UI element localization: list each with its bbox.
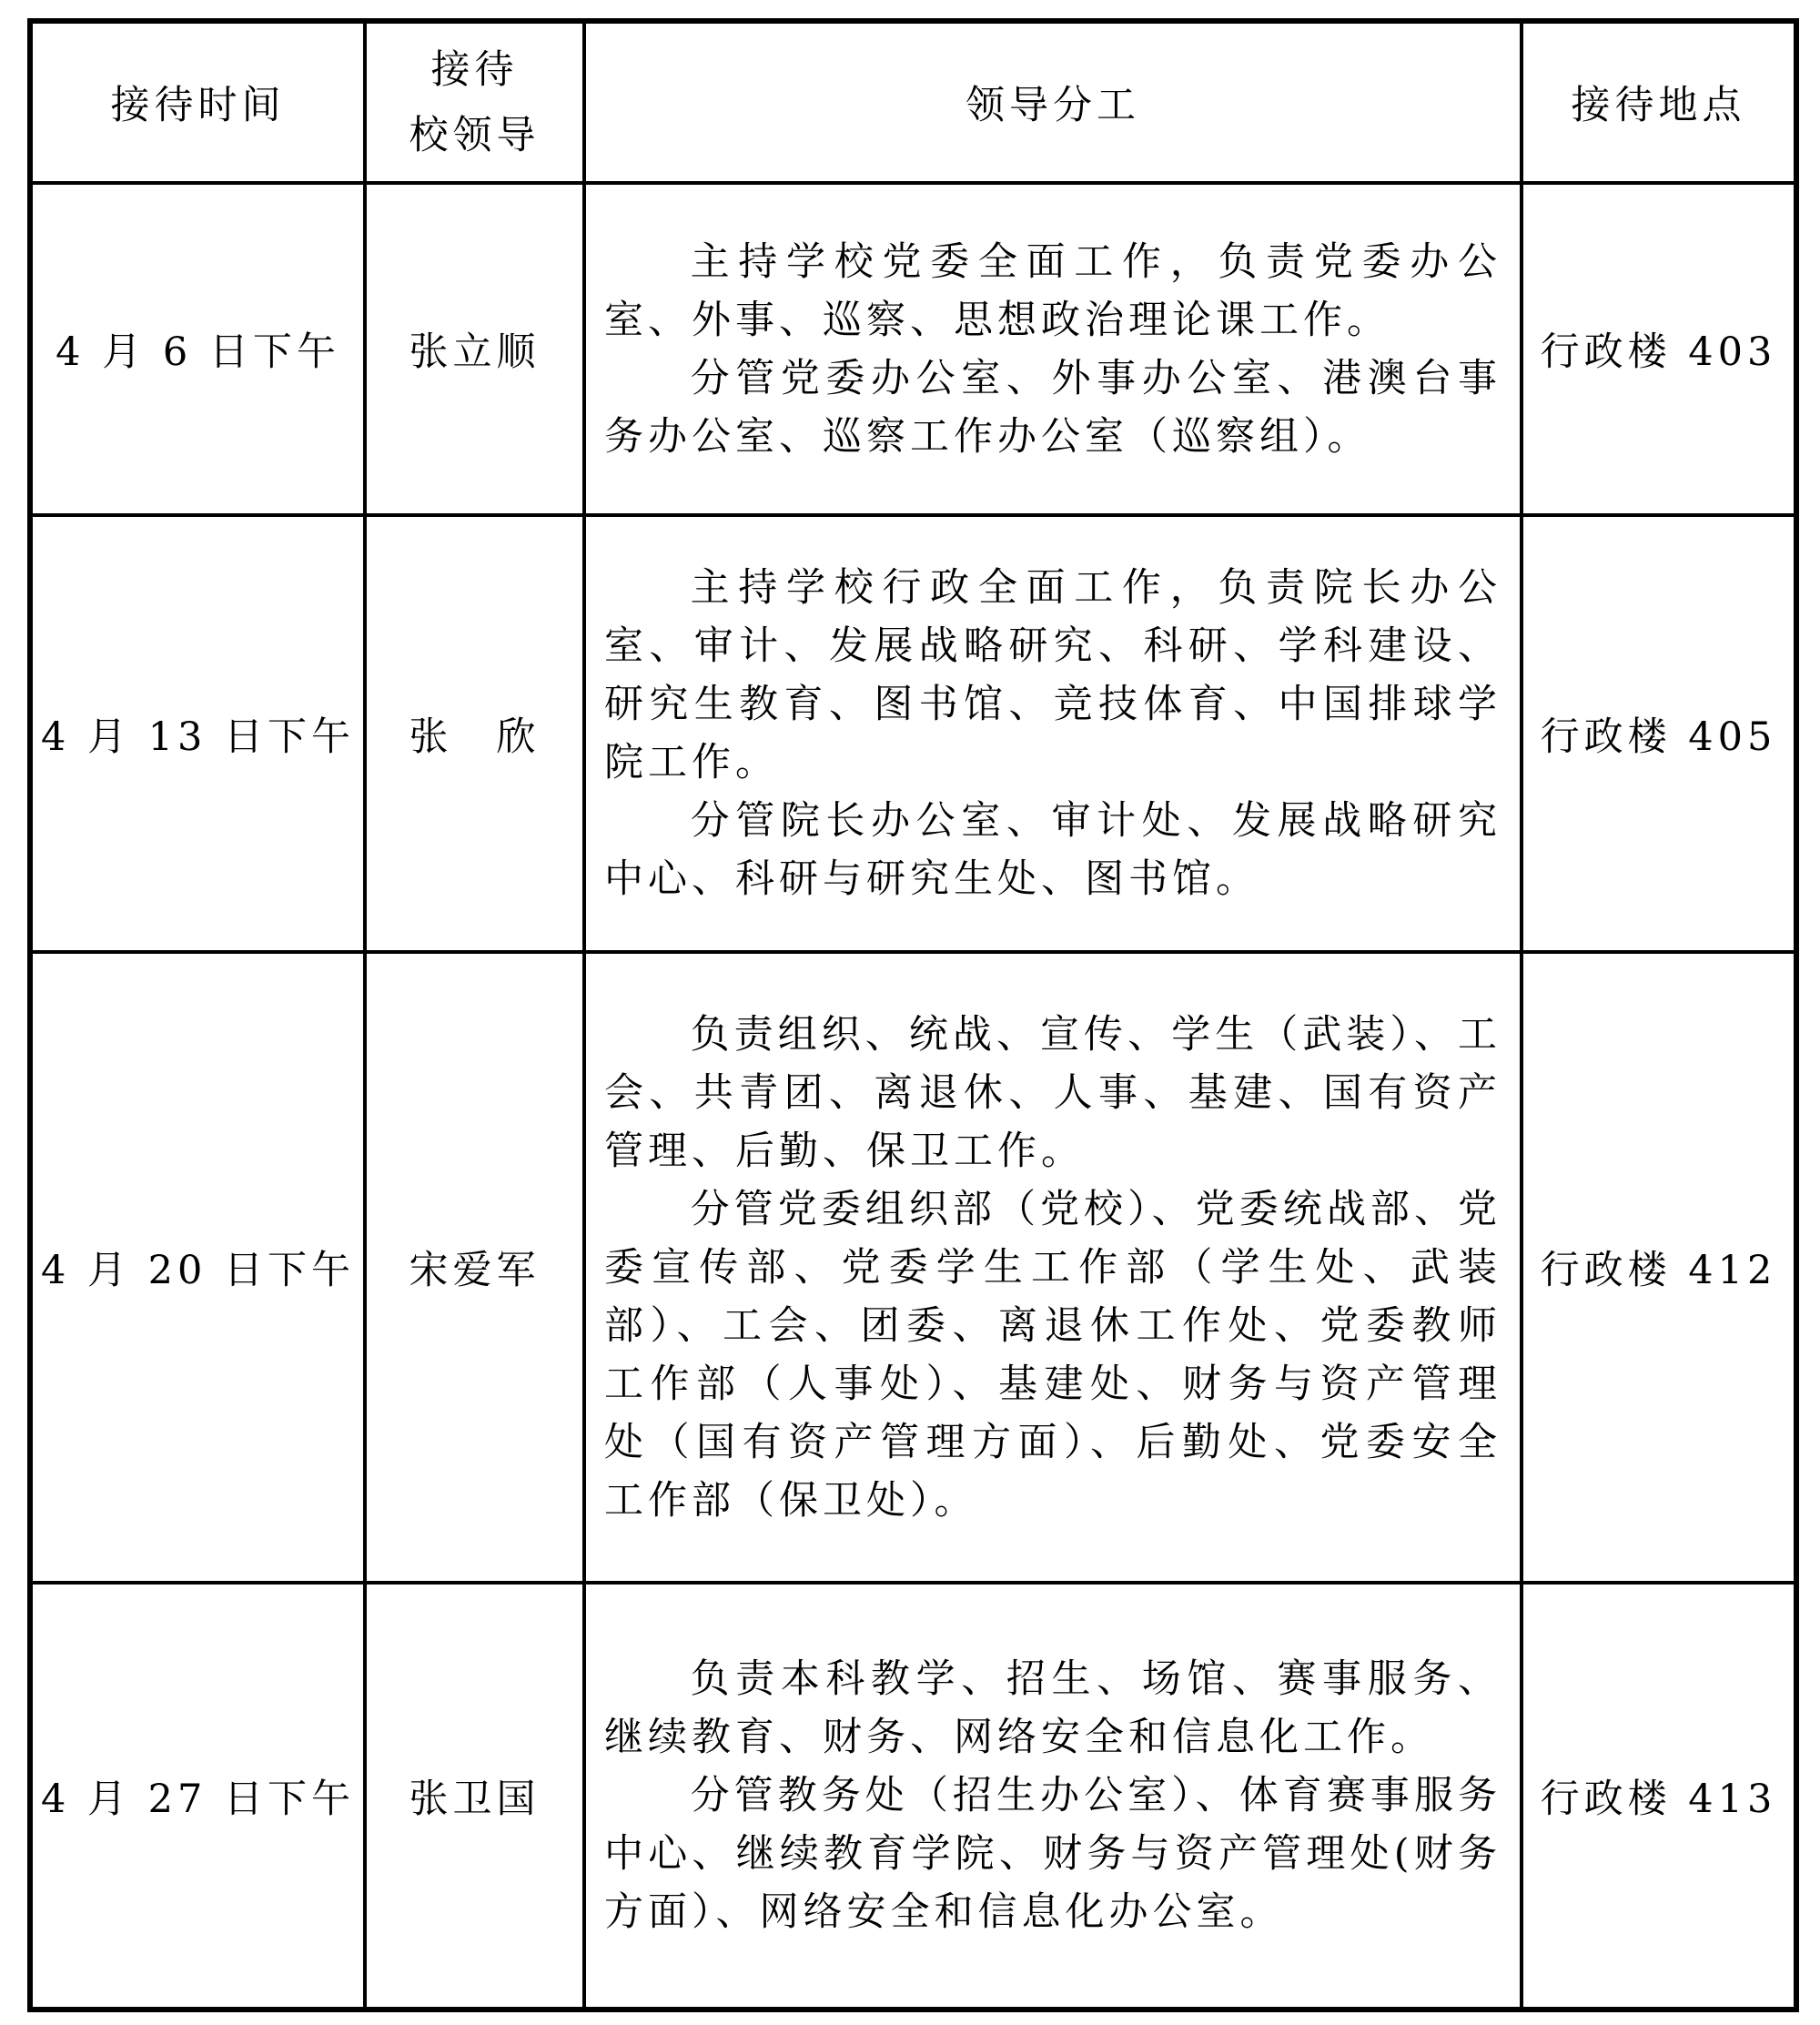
duty-paragraph-responsibility: 主持学校行政全面工作，负责院长办公室、审计、发展战略研究、科研、学科建设、研究生教育、图书馆、竞技体育、中国排球学院工作。 xyxy=(604,565,1502,785)
header-leader-duties: 领导分工 xyxy=(584,21,1522,183)
leader-name: 张立顺 xyxy=(365,183,584,515)
header-school-leader-line2: 校领导 xyxy=(409,112,541,158)
header-school-leader xyxy=(365,21,584,183)
leader-duties xyxy=(584,1583,1522,2010)
leader-name: 宋爱军 xyxy=(365,952,584,1583)
schedule-sheet xyxy=(27,18,1794,2008)
duty-paragraph-management: 分管党委组织部（党校）、党委统战部、党委宣传部、党委学生工作部（学生处、武装部）、工会、团委、离退休工作处、党委教师工作部（人事处）、基建处、财务与资产管理处（国有资产管理方面）、后勤处、党委安全工作部（保卫处）。 xyxy=(604,1186,1502,1524)
reception-schedule-table xyxy=(27,18,1799,2012)
reception-location: 行政楼 405 xyxy=(1522,515,1796,952)
table-row xyxy=(30,515,1796,952)
table-row xyxy=(30,1583,1796,2010)
header-reception-time: 接待时间 xyxy=(30,21,365,183)
duty-paragraph-management: 分管院长办公室、审计处、发展战略研究中心、科研与研究生处、图书馆。 xyxy=(604,798,1502,902)
reception-time: 4 月 13 日下午 xyxy=(30,515,365,952)
duty-paragraph-responsibility: 主持学校党委全面工作，负责党委办公室、外事、巡察、思想政治理论课工作。 xyxy=(604,238,1502,343)
leader-duties xyxy=(584,952,1522,1583)
duty-paragraph-responsibility: 负责本科教学、招生、场馆、赛事服务、继续教育、财务、网络安全和信息化工作。 xyxy=(604,1656,1502,1760)
leader-name: 张 欣 xyxy=(365,515,584,952)
reception-location: 行政楼 403 xyxy=(1522,183,1796,515)
leader-name: 张卫国 xyxy=(365,1583,584,2010)
table-row xyxy=(30,952,1796,1583)
header-school-leader-line1: 接待 xyxy=(430,46,519,93)
table-row xyxy=(30,183,1796,515)
reception-time: 4 月 27 日下午 xyxy=(30,1583,365,2010)
reception-location: 行政楼 412 xyxy=(1522,952,1796,1583)
leader-duties xyxy=(584,183,1522,515)
leader-duties xyxy=(584,515,1522,952)
reception-location: 行政楼 413 xyxy=(1522,1583,1796,2010)
reception-time: 4 月 20 日下午 xyxy=(30,952,365,1583)
duty-paragraph-management: 分管教务处（招生办公室）、体育赛事服务中心、继续教育学院、财务与资产管理处(财务方面）、网络安全和信息化办公室。 xyxy=(604,1773,1502,1935)
duty-paragraph-responsibility: 负责组织、统战、宣传、学生（武装）、工会、共青团、离退休、人事、基建、国有资产管理、后勤、保卫工作。 xyxy=(604,1011,1502,1174)
header-reception-location: 接待地点 xyxy=(1522,21,1796,183)
duty-paragraph-management: 分管党委办公室、外事办公室、港澳台事务办公室、巡察工作办公室（巡察组）。 xyxy=(604,355,1502,460)
table-header-row xyxy=(30,21,1796,183)
reception-time: 4 月 6 日下午 xyxy=(30,183,365,515)
